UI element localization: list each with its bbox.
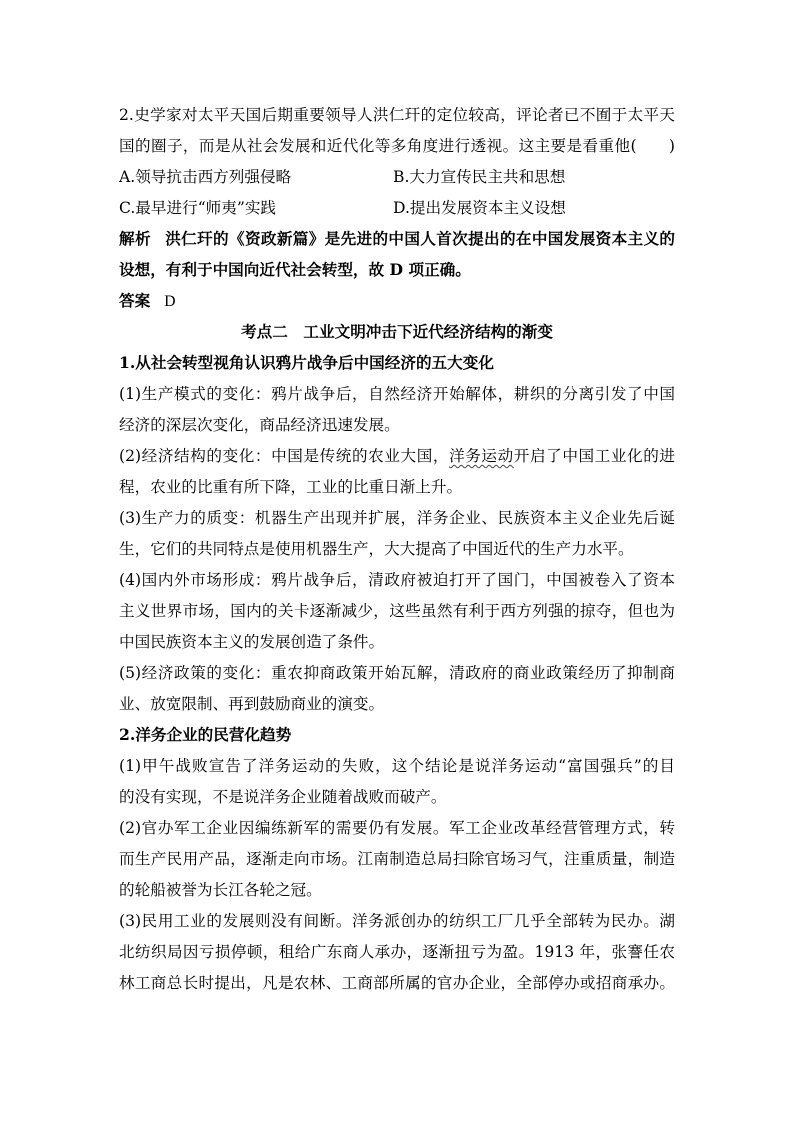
analysis-line-1 [119, 229, 675, 249]
part1-item5-line1: (5)经济政策的变化：重农抑商政策开始瓦解，清政府的商业政策经历了抑制商 [119, 664, 675, 682]
option-d: D.提出发展资本主义设想 [393, 199, 566, 217]
option-row-1 [119, 167, 675, 187]
part2-item3-line2: 北纺织局因亏损停顿，租给广东商人承办，逐渐扭亏为盈。1913 年，张謇任农 [119, 943, 675, 961]
part2-title: 2.洋务企业的民营化趋势 [119, 725, 292, 744]
part1-item5-line2: 业、放宽限制、再到鼓励商业的演变。 [119, 695, 385, 713]
part2-item2-line3: 的轮船被誉为长江各轮之冠。 [119, 881, 322, 899]
part2-item3-line1: (3)民用工业的发展则没有间断。洋务派创办的纺织工厂几乎全部转为民办。湖 [119, 912, 675, 930]
part1-item3-line2: 生，它们的共同特点是使用机器生产，大大提高了中国近代的生产力水平。 [119, 540, 634, 558]
option-b: B.大力宣传民主共和思想 [393, 168, 566, 186]
question-stem-line-2: 国的圈子，而是从社会发展和近代化等多角度进行透视。这主要是看重他( ) [119, 137, 675, 155]
emphasis-yangwu: 洋务运动 [449, 447, 514, 465]
option-a: A.领导抗击西方列强侵略 [119, 168, 292, 186]
part2-item2-line1: (2)官办军工企业因编练新军的需要仍有发展。军工企业改革经营管理方式，转 [119, 819, 675, 837]
option-c: C.最早进行“师夷”实践 [119, 199, 277, 217]
part1-item3-line1: (3)生产力的质变：机器生产出现并扩展，洋务企业、民族资本主义企业先后诞 [119, 509, 675, 527]
part1-item1-line1: (1)生产模式的变化：鸦片战争后，自然经济开始解体，耕织的分离引发了中国 [119, 385, 675, 403]
part1-item2-line2: 程，农业的比重有所下降，工业的比重日渐上升。 [119, 478, 463, 496]
answer-label: 答案 [119, 291, 151, 310]
analysis-text-1: 洪仁玕的《资政新篇》是先进的中国人首次提出的在中国发展资本主义的 [164, 229, 675, 248]
part2-item3-line3: 林工商总长时提出，凡是农林、工商部所属的官办企业，全部停办或招商承办。 [119, 974, 675, 992]
answer-value: D [164, 293, 176, 310]
part2-item1-line2: 的没有实现，不是说洋务企业随着战败而破产。 [119, 788, 447, 806]
part1-item4-line1: (4)国内外市场形成：鸦片战争后，清政府被迫打开了国门，中国被卷入了资本 [119, 571, 675, 589]
option-row-2 [119, 198, 675, 218]
part2-item2-line2: 而生产民用产品，逐渐走向市场。江南制造总局扫除官场习气，注重质量，制造 [119, 850, 675, 868]
part1-title: 1.从社会转型视角认识鸦片战争后中国经济的五大变化 [119, 353, 494, 372]
answer-line [119, 291, 175, 312]
analysis-label: 解析 [119, 229, 151, 248]
part2-item1-line1: (1)甲午战败宣告了洋务运动的失败，这个结论是说洋务运动“富国强兵”的目 [119, 757, 675, 775]
question-stem-line-1: 2.史学家对太平天国后期重要领导人洪仁玕的定位较高，评论者已不囿于太平天 [119, 106, 675, 124]
part1-item2-line1: (2)经济结构的变化：中国是传统的农业大国，洋务运动开启了中国工业化的进 [119, 447, 675, 465]
part1-item4-line3: 中国民族资本主义的发展创造了条件。 [119, 633, 385, 651]
part1-item1-line2: 经济的深层次变化，商品经济迅速发展。 [119, 416, 400, 434]
part1-item4-line2: 主义世界市场，国内的关卡逐渐减少，这些虽然有利于西方列强的掠夺，但也为 [119, 602, 675, 620]
section-title: 考点二 工业文明冲击下近代经济结构的渐变 [241, 322, 553, 341]
analysis-line-2: 设想，有利于中国向近代社会转型，故 D 项正确。 [119, 260, 471, 279]
